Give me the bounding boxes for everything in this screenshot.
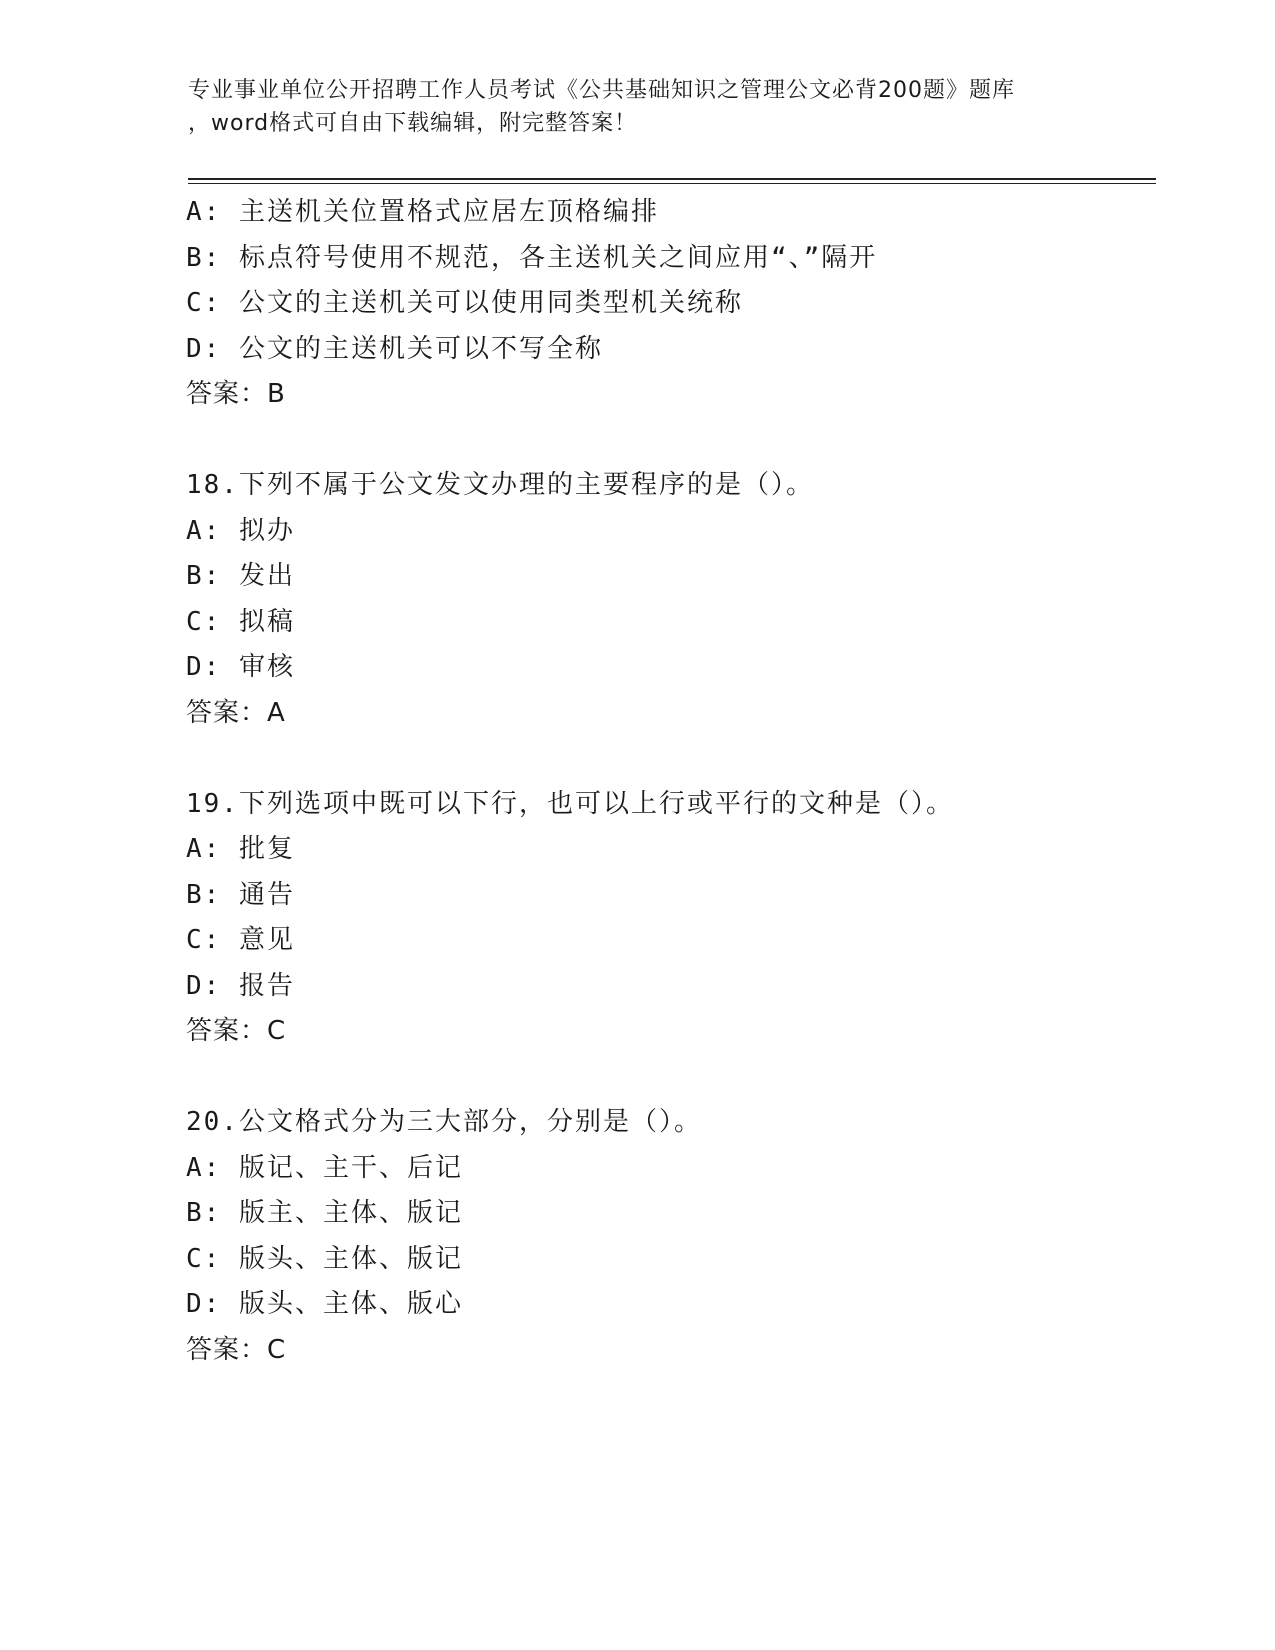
option-b: B: 版主、主体、版记 xyxy=(186,1198,463,1228)
header-title-line-2: ，word格式可自由下载编辑，附完整答案！ xyxy=(188,111,638,136)
option-b: B: 发出 xyxy=(186,561,295,591)
option-c: C: 版头、主体、版记 xyxy=(186,1243,463,1274)
option-d: D: 审核 xyxy=(186,652,295,682)
option-b: B: 标点符号使用不规范，各主送机关之间应用“、”隔开 xyxy=(186,242,878,273)
question-text: 18.下列不属于公文发文办理的主要程序的是（）。 xyxy=(186,470,814,500)
question-17-continued xyxy=(186,190,1166,418)
question-20 xyxy=(186,1100,1166,1373)
header-divider-thin xyxy=(188,183,1156,184)
option-d: D: 版头、主体、版心 xyxy=(186,1289,463,1319)
question-19 xyxy=(186,782,1166,1055)
spacer xyxy=(186,418,1166,464)
option-c: C: 意见 xyxy=(186,925,295,955)
option-a: A: 版记、主干、后记 xyxy=(186,1152,463,1183)
question-18 xyxy=(186,463,1166,736)
option-c: C: 拟稿 xyxy=(186,606,295,637)
option-a: A: 批复 xyxy=(186,834,295,864)
answer: 答案：C xyxy=(186,1016,287,1046)
header-title-line-1: 专业事业单位公开招聘工作人员考试《公共基础知识之管理公文必背200题》题库 xyxy=(188,78,1015,103)
header-divider-thick xyxy=(188,178,1156,180)
answer: 答案：A xyxy=(186,697,286,728)
option-d: D: 公文的主送机关可以不写全称 xyxy=(186,333,603,364)
option-c: C: 公文的主送机关可以使用同类型机关统称 xyxy=(186,288,743,318)
option-a: A: 拟办 xyxy=(186,515,295,546)
option-d: D: 报告 xyxy=(186,970,295,1001)
question-text: 20.公文格式分为三大部分，分别是（）。 xyxy=(186,1107,702,1137)
question-text: 19.下列选项中既可以下行，也可以上行或平行的文种是（）。 xyxy=(186,788,954,819)
answer: 答案：C xyxy=(186,1334,287,1365)
document-header xyxy=(188,74,1088,140)
question-list xyxy=(186,190,1166,1373)
spacer xyxy=(186,1055,1166,1101)
option-a: A: 主送机关位置格式应居左顶格编排 xyxy=(186,197,659,227)
spacer xyxy=(186,736,1166,782)
answer: 答案：B xyxy=(186,379,286,409)
option-b: B: 通告 xyxy=(186,879,295,910)
